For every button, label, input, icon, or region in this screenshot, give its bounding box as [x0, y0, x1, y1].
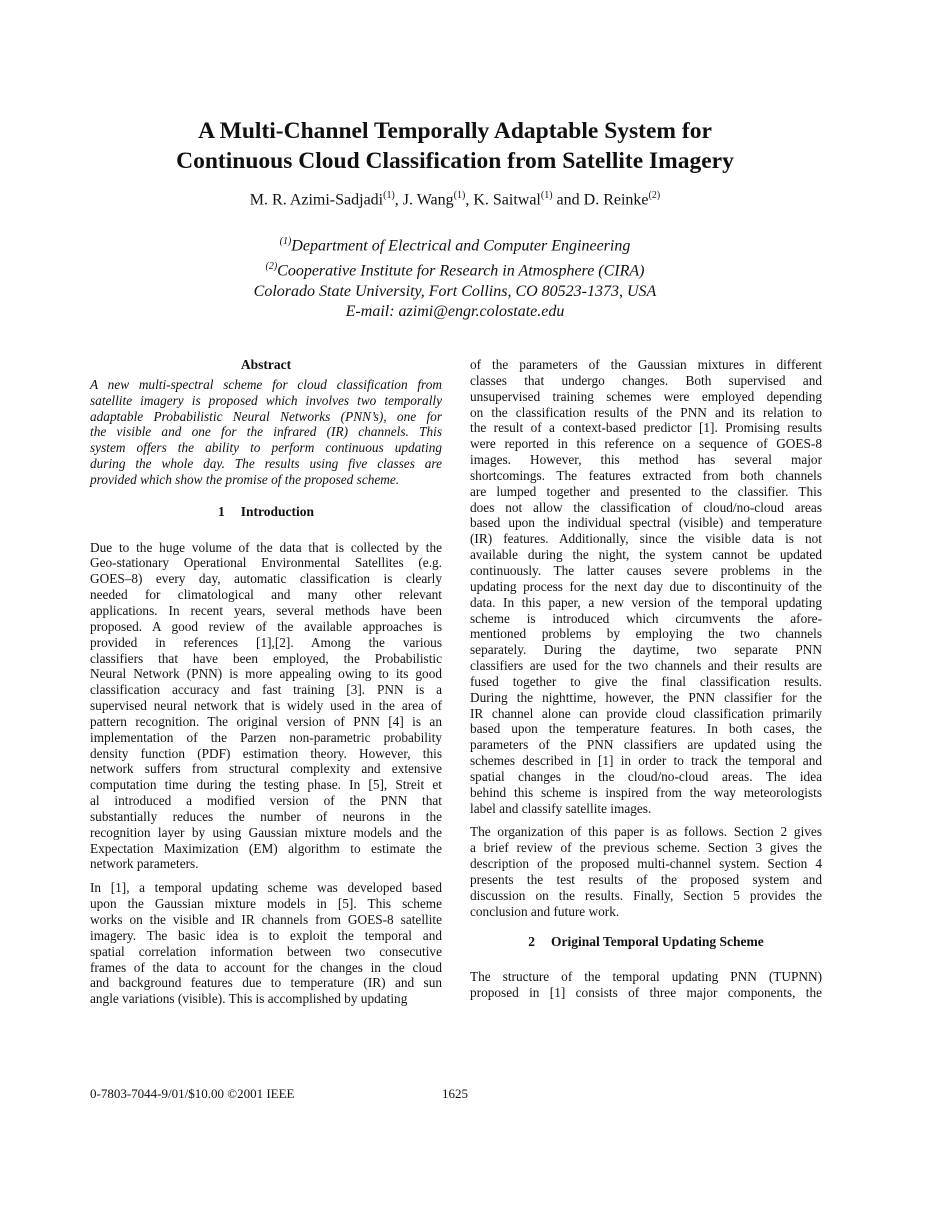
text-line: were reported in this reference on a sequence of GOES-8	[470, 436, 822, 452]
affiliation-text: Department of Electrical and Computer Engineering	[291, 237, 631, 255]
right-column	[470, 357, 822, 1009]
text-line: provided which show the promise of the proposed scheme.	[90, 471, 400, 487]
section-heading	[470, 934, 822, 950]
text-line: on the classification results of the PNN and its relation to	[470, 404, 822, 420]
text-line: spatial changes in the cloud/no-cloud areas. The idea	[470, 768, 822, 784]
text-line: supervised neural network that is widely used in the area of	[90, 698, 442, 714]
page-number: 1625	[442, 1086, 468, 1101]
text-line: mentioned problems by employing the two channels	[470, 626, 822, 642]
affiliation-text: Cooperative Institute for Research in Atmosphere (CIRA)	[277, 262, 645, 280]
text-line: al introduced a modified version of the PNN that	[90, 793, 442, 809]
text-line: Neural Network (PNN) is more appealing owing to its good	[90, 666, 442, 682]
text-line: Due to the huge volume of the data that is collected by the	[90, 539, 442, 555]
affiliation-line	[0, 257, 910, 282]
text-line: Expectation Maximization (EM) algorithm to estimate the	[90, 840, 442, 856]
text-line: behind this scheme is inspired from the way meteorologists	[470, 784, 822, 800]
text-line: provided in references [1],[2]. Among the various	[90, 634, 442, 650]
affiliation-text: E-mail: azimi@engr.colostate.edu	[345, 303, 565, 321]
paragraph	[470, 357, 822, 816]
author-name: K. Saitwal	[473, 191, 541, 209]
author-affiliation-mark: (2)	[648, 190, 661, 201]
text-line: density function (PDF) estimation theory. However, this	[90, 745, 442, 761]
text-line: frames of the data to account for the changes in the cloud	[90, 959, 442, 975]
text-line: network parameters.	[90, 856, 199, 872]
text-line: satellite imagery is proposed which involves two temporally	[90, 392, 442, 408]
text-line: classifiers are used for the two channels and their results are	[470, 658, 822, 674]
section-title: Original Temporal Updating Scheme	[551, 933, 764, 949]
text-line: discussion on the results. Finally, Section 5 provides the	[470, 887, 822, 903]
author-name: J. Wang	[402, 191, 454, 209]
text-line: available during the night, the system cannot be updated	[470, 547, 822, 563]
text-line: description of the proposed multi-channel system. Section 4	[470, 856, 822, 872]
affiliation-mark: (1)	[279, 236, 292, 247]
text-line: are lumped together and presented to the classifier. This	[470, 483, 822, 499]
affiliation-line	[0, 232, 910, 257]
text-line: GOES–8) every day, automatic classification is clearly	[90, 571, 442, 587]
text-line: Geo-stationary Operational Environmental Satellites (e.g.	[90, 555, 442, 571]
text-line: label and classify satellite images.	[470, 800, 652, 816]
text-line: spatial correlation information between two consecutive	[90, 943, 442, 959]
author-affiliation-mark: (1)	[540, 190, 553, 201]
text-line: proposed. A good review of the available approaches is	[90, 618, 442, 634]
affiliation-line	[0, 282, 910, 303]
text-line: proposed in [1] consists of three major components, the	[470, 985, 822, 1001]
affiliation-mark: (2)	[265, 260, 278, 272]
text-line: during the whole day. The results using five classes are	[90, 456, 442, 472]
text-line: system offers the ability to perform continuous updating	[90, 440, 442, 456]
text-line: classifiers that have been employed, the Probabilistic	[90, 650, 442, 666]
text-line: imagery. The basic idea is to exploit the temporal and	[90, 927, 442, 943]
text-line: recognition layer by using Gaussian mixture models and the	[90, 824, 442, 840]
paragraph	[90, 540, 442, 873]
title-line: A Multi-Channel Temporally Adaptable System for	[198, 118, 712, 144]
text-line: needed for climatological and many other relevant	[90, 587, 442, 603]
left-column	[90, 357, 442, 1015]
affiliation-line	[0, 302, 910, 323]
text-line: (IR) features. Additionally, since the visible data is not	[470, 531, 822, 547]
text-line: scheme is introduced which circumvents the afore-	[470, 610, 822, 626]
text-line: data. In this paper, a new version of the temporal updating	[470, 594, 822, 610]
text-line: A new multi-spectral scheme for cloud classification from	[90, 376, 442, 392]
text-line: a brief review of the previous scheme. Section 3 gives the	[470, 840, 822, 856]
text-line: network suffers from structural complexity and extensive	[90, 761, 442, 777]
section-title: Introduction	[240, 503, 315, 519]
text-line: In [1], a temporal updating scheme was developed based	[90, 880, 442, 896]
text-line: During the nighttime, however, the PNN classifier for the	[470, 689, 822, 705]
text-line: continuously. The latter causes severe problems in the	[470, 562, 822, 578]
text-line: updating process for the next day due to discontinuity of the	[470, 578, 822, 594]
section-heading	[90, 357, 442, 373]
author-separator: ,	[394, 191, 403, 209]
text-line: parameters of the PNN classifiers are updated using the	[470, 737, 822, 753]
paragraph	[470, 969, 822, 1001]
text-line: unsupervised training schemes were employed depending	[470, 388, 822, 404]
text-line: the visible and one for the infrared (IR) channels. This	[90, 424, 442, 440]
paper-title	[0, 116, 910, 176]
text-line: does not allow the classification of cloud/no-cloud areas	[470, 499, 822, 515]
text-line: shortcomings. The features extracted from both channels	[470, 467, 822, 483]
paragraph	[470, 824, 822, 919]
text-line: adaptable Probabilistic Neural Networks (PNN’s), one for	[90, 408, 442, 424]
text-line: classification accuracy and fast training [3]. PNN is a	[90, 682, 442, 698]
text-line: based upon the individual spectral (visible) and temperature	[470, 515, 822, 531]
text-line: fused together to give the final classification results.	[470, 673, 822, 689]
text-line: The structure of the temporal updating PNN (TUPNN)	[470, 969, 822, 985]
affiliation-text: Colorado State University, Fort Collins, CO 80523-1373, USA	[253, 282, 657, 300]
text-line: implementation of the Parzen non-parametric probability	[90, 729, 442, 745]
text-line: conclusion and future work.	[470, 903, 620, 919]
title-line: Continuous Cloud Classification from Satellite Imagery	[176, 148, 734, 174]
text-line: applications. In recent years, several methods have been	[90, 602, 442, 618]
paragraph	[90, 880, 442, 1007]
section-heading	[90, 504, 442, 520]
text-line: The organization of this paper is as follows. Section 2 gives	[470, 824, 822, 840]
author-separator: ,	[465, 191, 474, 209]
author-name: M. R. Azimi-Sadjadi	[249, 191, 384, 209]
text-line: classes that undergo changes. Both supervised and	[470, 372, 822, 388]
author-list	[0, 190, 910, 209]
section-number: 2	[528, 933, 536, 949]
text-line: and background features due to temperature (IR) and sun	[90, 975, 442, 991]
author-separator: and	[552, 191, 584, 209]
paragraph	[90, 377, 442, 488]
text-line: images. However, this method has several major	[470, 452, 822, 468]
text-line: works on the visible and IR channels from GOES-8 satellite	[90, 912, 442, 927]
text-line: angle variations (visible). This is accomplished by updating	[90, 991, 408, 1007]
section-title: Abstract	[240, 357, 292, 372]
text-line: the result of a context-based predictor [1]. Promising results	[470, 420, 822, 436]
text-line: substantially reduces the number of neurons in the	[90, 808, 442, 824]
text-line: IR channel alone can provide cloud classification primarily	[470, 705, 822, 721]
text-line: separately. During the daytime, two separate PNN	[470, 642, 822, 658]
section-number: 1	[217, 503, 225, 519]
text-line: pattern recognition. The original version of PNN [4] is an	[90, 713, 442, 729]
affiliations	[0, 232, 910, 323]
text-line: schemes described in [1] in order to track the temporal and	[470, 753, 822, 769]
author-affiliation-mark: (1)	[383, 190, 395, 201]
copyright-notice: 0-7803-7044-9/01/$10.00 ©2001 IEEE	[90, 1086, 295, 1101]
text-line: based upon the temperature features. In both cases, the	[470, 721, 822, 737]
author-name: D. Reinke	[583, 191, 649, 209]
text-line: presents the test results of the proposed system and	[470, 872, 822, 887]
author-affiliation-mark: (1)	[453, 190, 466, 201]
text-line: of the parameters of the Gaussian mixtures in different	[470, 357, 822, 372]
text-line: upon the Gaussian mixture models in [5]. This scheme	[90, 896, 442, 912]
text-line: computation time during the testing phase. In [5], Streit et	[90, 777, 442, 793]
